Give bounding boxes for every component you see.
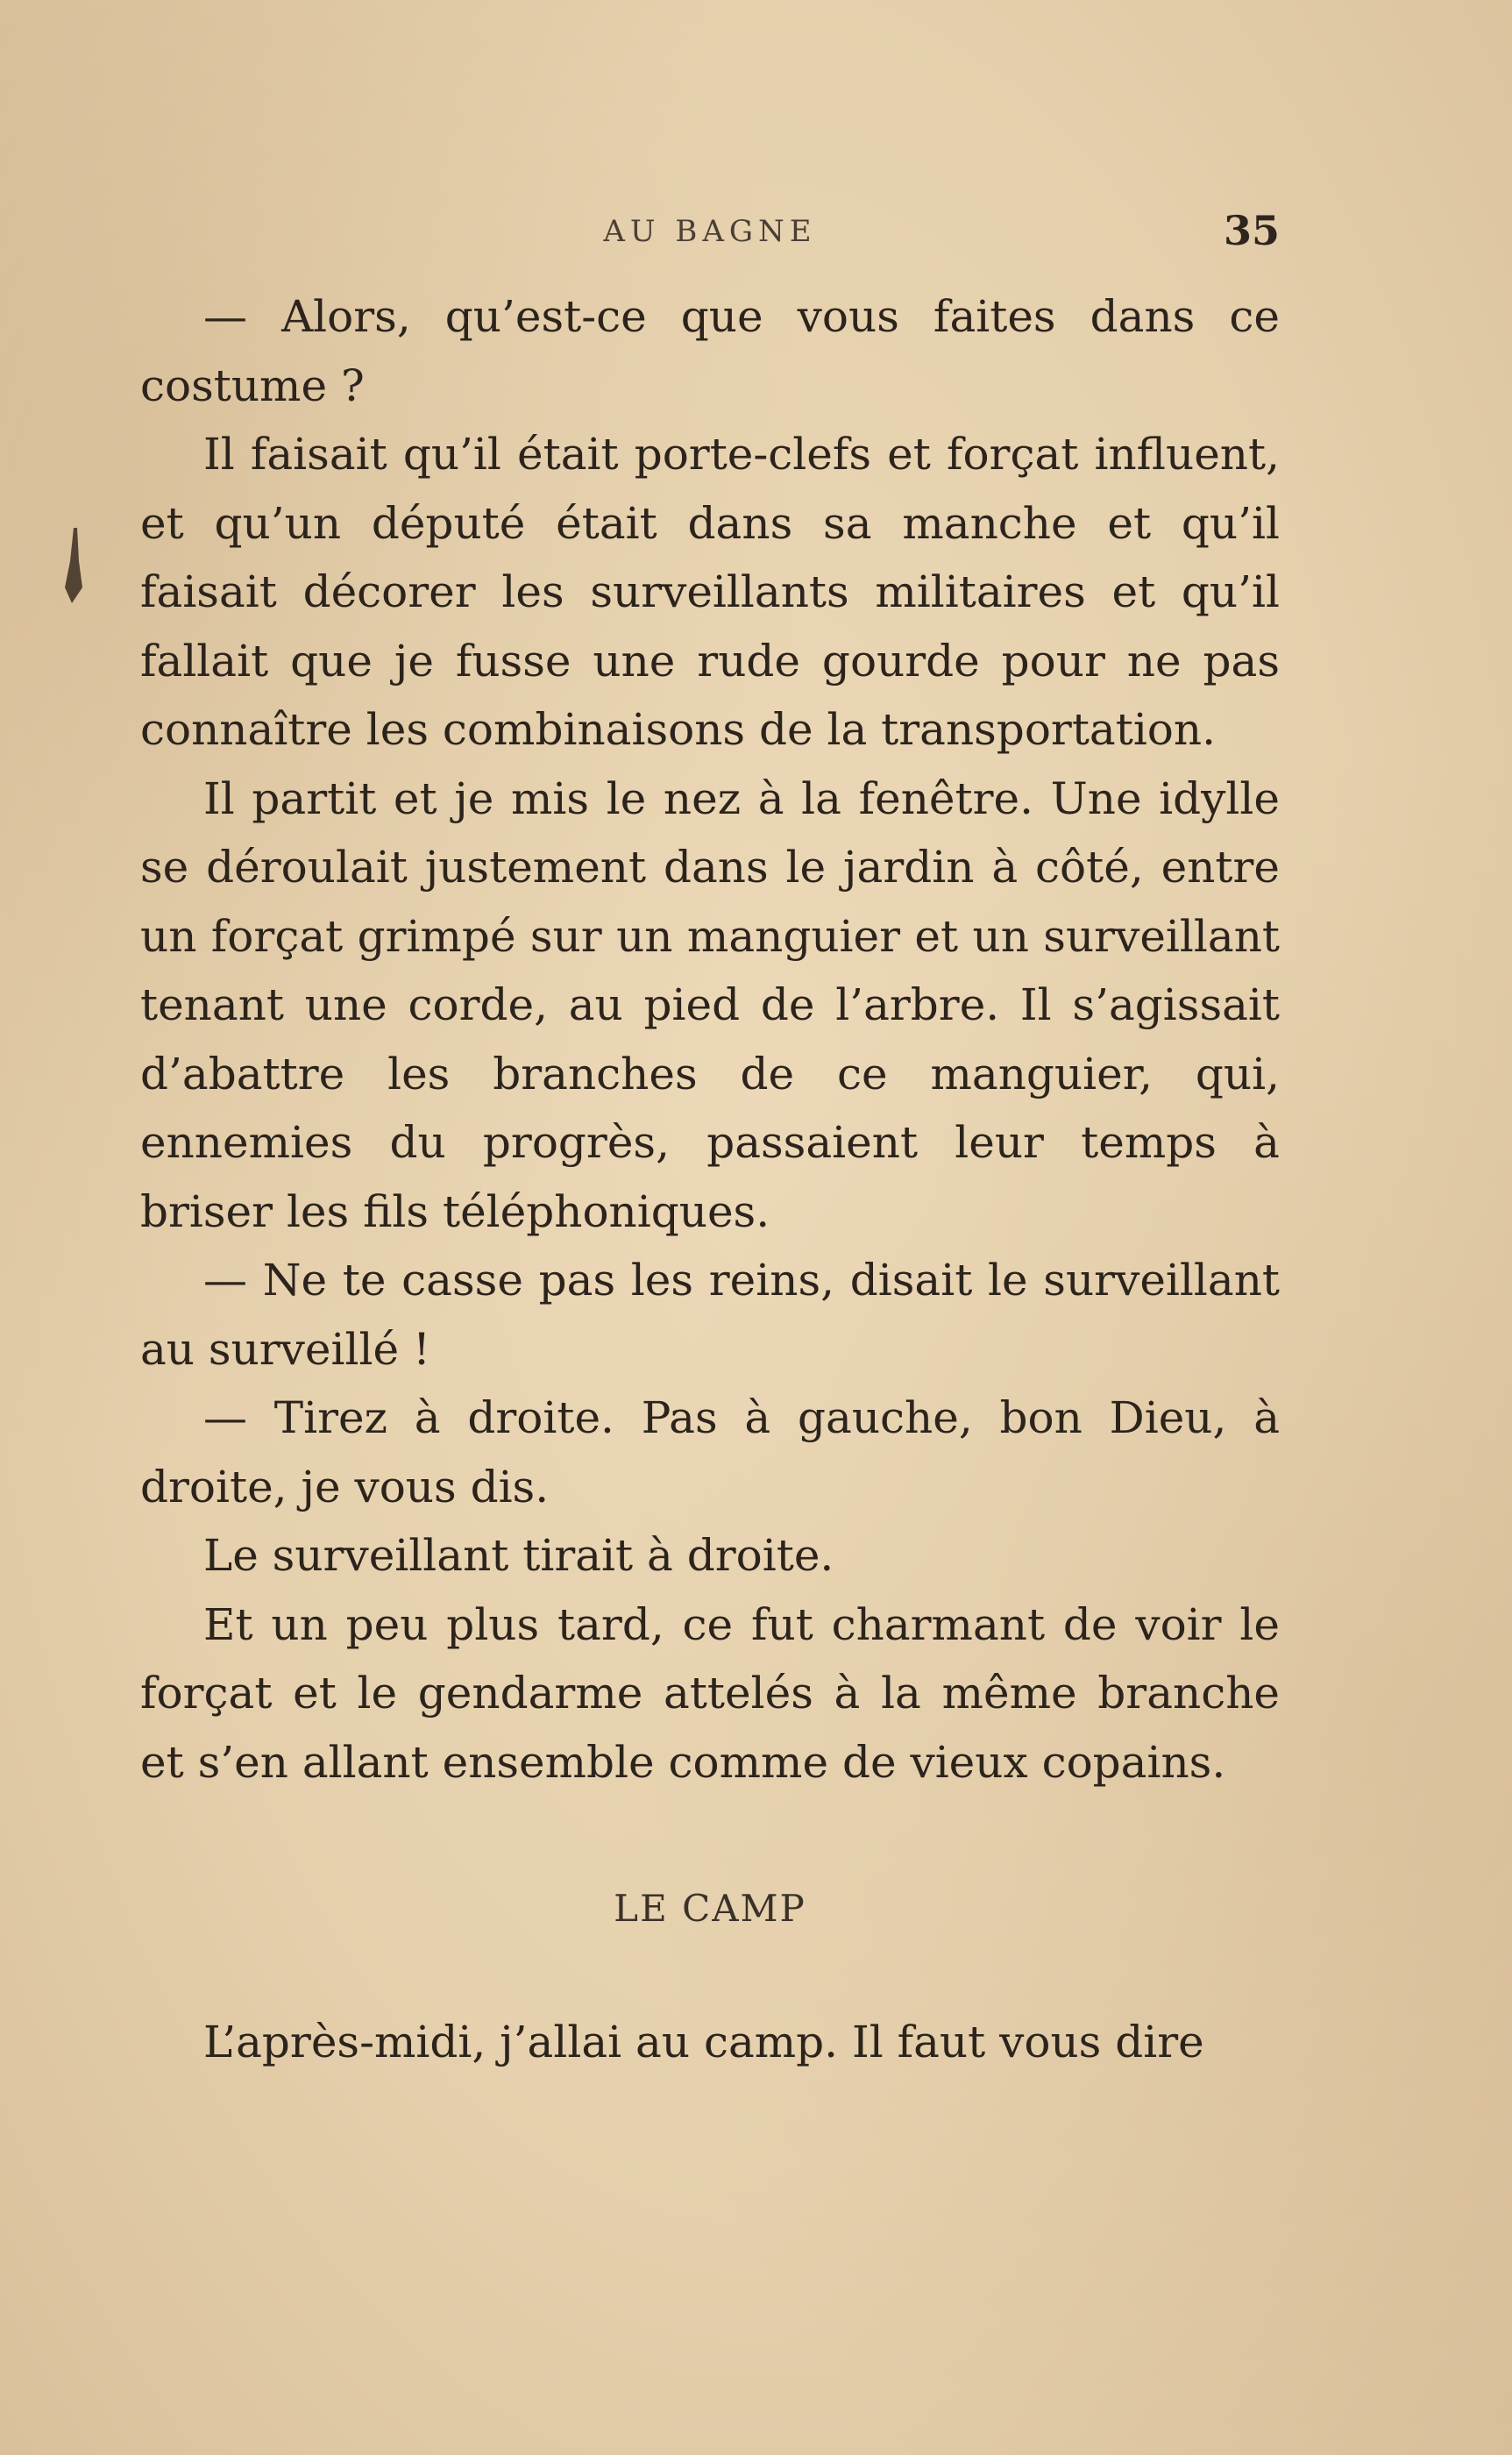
section-body <box>140 2008 1280 2076</box>
paragraph-1: — Alors, qu’est-ce que vous faites dans ce costume ? <box>140 291 1280 411</box>
paragraph-4: — Ne te casse pas les reins, disait le surveillant au surveillé ! <box>140 1255 1280 1375</box>
section-paragraph-1: L’après-midi, j’allai au camp. Il faut vous dire <box>203 2017 1204 2067</box>
page-number: 35 <box>1223 207 1280 254</box>
paragraph-5: — Tirez à droite. Pas à gauche, bon Dieu, à droite, je vous dis. <box>140 1392 1280 1512</box>
body-text <box>140 282 1280 1797</box>
running-head <box>140 207 1280 260</box>
paragraph-6: Le surveillant tirait à droite. <box>203 1530 834 1581</box>
margin-mark <box>61 526 84 605</box>
running-title: AU BAGNE <box>603 214 817 249</box>
section-title: LE CAMP <box>614 1887 806 1930</box>
paragraph-7: Et un peu plus tard, ce fut charmant de voir le forçat et le gendarme attelés à la même branche et s’en allant ensemble comme de vieux copains. <box>140 1598 1280 1788</box>
paragraph-2: Il faisait qu’il était porte-clefs et forçat influent, et qu’un député était dans sa manche et qu’il faisait décorer les surveillants militaires et qu’il fallait que je fusse une rude gourde pour ne pas connaître les combinaisons de la transportation. <box>140 429 1280 755</box>
paragraph-3: Il partit et je mis le nez à la fenêtre. Une idylle se déroulait justement dans le jardin à côté, entre un forçat grimpé sur un manguier et un surveillant tenant une corde, au pied de l’arbre. Il s’agissait d’abattre les branches de ce manguier, qui, ennemies du progrès, passaient leur temps à briser les fils téléphoniques. <box>140 772 1280 1237</box>
